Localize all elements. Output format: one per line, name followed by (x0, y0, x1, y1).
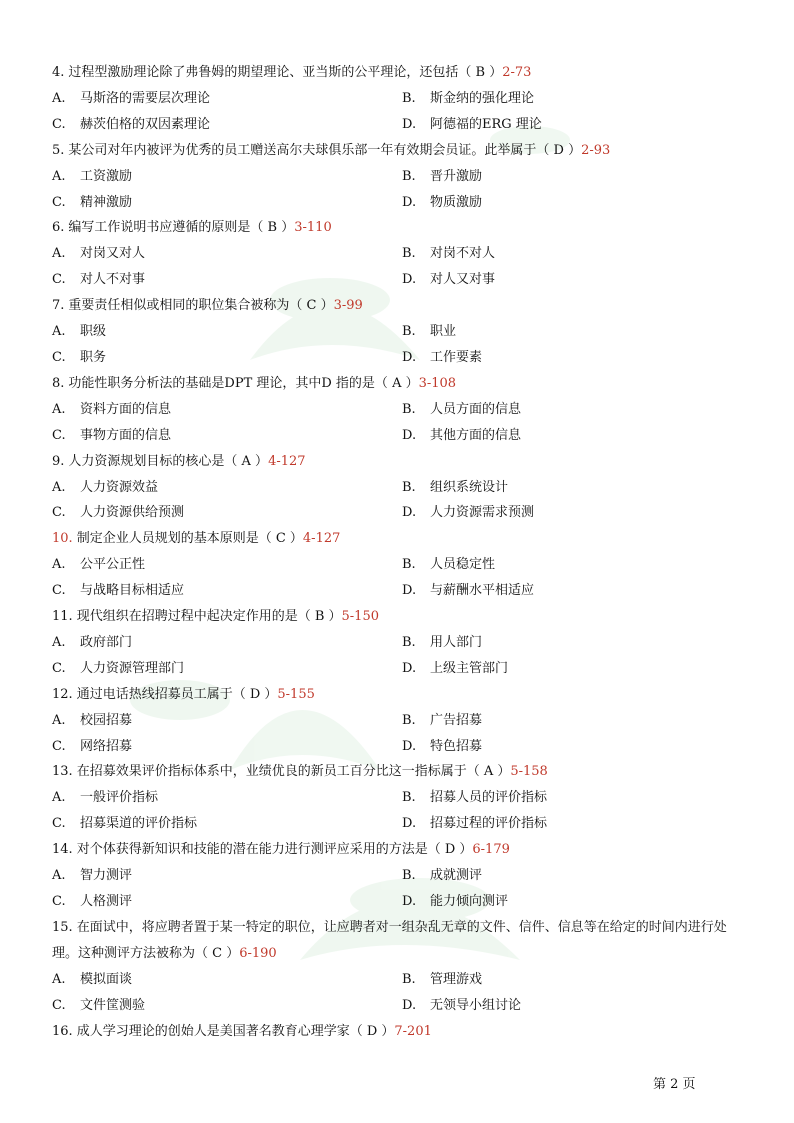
question-number: 13. (52, 764, 73, 780)
option-letter: B. (402, 790, 416, 806)
option-letter: A. (52, 971, 66, 987)
option-grid (52, 475, 752, 527)
option-text: 文件筐测验 (80, 997, 146, 1013)
answer-option (52, 889, 402, 915)
answer-option (402, 734, 752, 760)
answer-option (402, 345, 752, 371)
answer-option (52, 656, 402, 682)
option-text: 组织系统设计 (430, 479, 509, 495)
option-text: 人员方面的信息 (430, 401, 522, 417)
question-text: 制定企业人员规划的基本原则是（ C ） (76, 531, 303, 547)
option-letter: D. (402, 349, 417, 365)
option-letter: B. (402, 90, 416, 106)
answer-option (402, 993, 752, 1019)
option-letter: A. (52, 790, 66, 806)
option-letter: D. (402, 660, 417, 676)
answer-option (402, 164, 752, 190)
option-letter: C. (52, 349, 66, 365)
question-stem (52, 449, 752, 475)
question-text: 现代组织在招聘过程中起决定作用的是（ B ） (76, 609, 342, 625)
page-number: 第 2 页 (653, 1077, 696, 1092)
answer-option (52, 397, 402, 423)
page-reference: 3-108 (418, 375, 457, 391)
option-letter: B. (402, 479, 416, 495)
page-reference: 6-190 (239, 945, 277, 961)
answer-option (402, 241, 752, 267)
answer-option (52, 993, 402, 1019)
option-text: 晋升激励 (430, 168, 483, 184)
question-stem (52, 526, 752, 552)
option-text: 网络招募 (80, 738, 133, 754)
answer-option (52, 112, 402, 138)
question-number: 12. (52, 686, 73, 702)
answer-option (52, 267, 402, 293)
option-text: 职级 (80, 324, 107, 340)
option-letter: D. (402, 894, 417, 909)
answer-option (52, 863, 402, 889)
option-letter: D. (402, 583, 417, 599)
option-text: 人力资源管理部门 (80, 660, 185, 676)
answer-option (402, 552, 752, 578)
option-grid (52, 164, 752, 216)
option-text: 与薪酬水平相适应 (430, 583, 535, 599)
option-letter: A. (52, 246, 66, 262)
question-number: 14. (52, 842, 73, 858)
option-text: 对人不对事 (80, 272, 146, 288)
option-letter: B. (402, 971, 416, 987)
question-text: 在面试中，将应聘者置于某一特定的职位，让应聘者对一组杂乱无章的文件、信件、信息等在给定的时间内进行处理。这种测评方法被称为（ C ） (52, 919, 727, 961)
option-text: 对岗不对人 (430, 246, 496, 262)
option-letter: B. (402, 401, 416, 417)
question-text: 对个体获得新知识和技能的潜在能力进行测评应采用的方法是（ D ） (76, 842, 473, 858)
question-number: 7. (52, 298, 65, 314)
question-number: 10. (52, 531, 73, 547)
option-letter: C. (52, 816, 66, 832)
question-stem (52, 138, 752, 164)
answer-option (402, 267, 752, 293)
option-text: 其他方面的信息 (430, 427, 522, 443)
option-letter: B. (402, 246, 416, 262)
option-text: 对人又对事 (430, 272, 496, 288)
answer-option (52, 500, 402, 526)
question-text: 重要责任相似或相同的职位集合被称为（ C ） (68, 298, 334, 314)
option-text: 职务 (80, 349, 107, 365)
question-number: 9. (52, 453, 65, 469)
answer-option (402, 708, 752, 734)
option-letter: A. (52, 479, 66, 495)
answer-option (52, 811, 402, 837)
option-text: 人格测评 (80, 894, 133, 909)
question-stem (52, 604, 752, 630)
page-reference: 3-110 (294, 220, 332, 236)
answer-option (402, 811, 752, 837)
option-text: 资料方面的信息 (80, 401, 172, 417)
option-letter: D. (402, 997, 417, 1013)
answer-option (52, 552, 402, 578)
option-text: 人员稳定性 (430, 557, 496, 573)
option-letter: D. (402, 427, 417, 443)
answer-option (402, 190, 752, 216)
option-text: 职业 (430, 324, 457, 340)
option-letter: A. (52, 868, 66, 884)
option-letter: C. (52, 583, 66, 599)
question-number: 5. (52, 142, 65, 158)
option-letter: A. (52, 168, 66, 184)
option-letter: C. (52, 116, 66, 132)
option-letter: B. (402, 712, 416, 728)
option-text: 特色招募 (430, 738, 483, 754)
option-letter: A. (52, 90, 66, 106)
answer-option (402, 475, 752, 501)
question-text: 过程型激励理论除了弗鲁姆的期望理论、亚当斯的公平理论，还包括（ B ） (68, 65, 503, 80)
answer-option (52, 708, 402, 734)
answer-option (402, 863, 752, 889)
answer-option (52, 190, 402, 216)
option-text: 无领导小组讨论 (430, 997, 522, 1013)
answer-option (52, 86, 402, 112)
answer-option (52, 967, 402, 993)
answer-option (402, 423, 752, 449)
option-grid (52, 86, 752, 138)
option-letter: D. (402, 116, 417, 132)
question-number: 4. (52, 65, 65, 80)
option-text: 斯金纳的强化理论 (430, 90, 535, 106)
option-letter: C. (52, 194, 66, 210)
option-letter: C. (52, 505, 66, 521)
answer-option (52, 319, 402, 345)
option-text: 公平公正性 (80, 557, 146, 573)
option-text: 人力资源供给预测 (80, 505, 185, 521)
option-grid (52, 863, 752, 915)
page-reference: 2-93 (581, 142, 611, 158)
option-letter: C. (52, 997, 66, 1013)
option-text: 事物方面的信息 (80, 427, 172, 443)
page-reference: 2-73 (502, 65, 532, 80)
page-reference: 4-127 (268, 453, 306, 469)
option-letter: A. (52, 324, 66, 340)
page-reference: 6-179 (472, 842, 510, 858)
question-text: 某公司对年内被评为优秀的员工赠送高尔夫球俱乐部一年有效期会员证。此举属于（ D ） (68, 142, 582, 158)
answer-option (52, 578, 402, 604)
option-letter: D. (402, 272, 417, 288)
question-list (52, 60, 752, 1044)
option-text: 对岗又对人 (80, 246, 146, 262)
option-letter: B. (402, 868, 416, 884)
answer-option (402, 500, 752, 526)
option-letter: D. (402, 816, 417, 832)
option-text: 一般评价指标 (80, 790, 159, 806)
option-letter: C. (52, 894, 66, 909)
question-stem (52, 371, 752, 397)
option-letter: C. (52, 272, 66, 288)
option-letter: D. (402, 505, 417, 521)
answer-option (402, 397, 752, 423)
page-reference: 5-150 (341, 609, 379, 625)
option-grid (52, 785, 752, 837)
answer-option (52, 345, 402, 371)
option-letter: B. (402, 168, 416, 184)
option-grid (52, 552, 752, 604)
page-reference: 4-127 (302, 531, 341, 547)
option-letter: B. (402, 557, 416, 573)
answer-option (402, 578, 752, 604)
option-letter: C. (52, 738, 66, 754)
option-text: 招募渠道的评价指标 (80, 816, 198, 832)
question-stem (52, 293, 752, 319)
page-reference: 3-99 (333, 298, 363, 314)
option-text: 智力测评 (80, 868, 133, 884)
option-text: 模拟面谈 (80, 971, 133, 987)
answer-option (402, 785, 752, 811)
answer-option (402, 630, 752, 656)
question-stem (52, 1019, 752, 1045)
option-text: 能力倾向测评 (430, 894, 509, 909)
page-reference: 5-158 (510, 764, 548, 780)
answer-option (52, 630, 402, 656)
question-stem (52, 837, 752, 863)
option-text: 成就测评 (430, 868, 483, 884)
option-letter: C. (52, 427, 66, 443)
question-number: 8. (52, 375, 65, 391)
option-text: 工资激励 (80, 168, 133, 184)
option-letter: D. (402, 738, 417, 754)
answer-option (52, 785, 402, 811)
option-text: 赫茨伯格的双因素理论 (80, 116, 211, 132)
option-letter: A. (52, 634, 66, 650)
option-text: 人力资源需求预测 (430, 505, 535, 521)
answer-option (402, 86, 752, 112)
question-stem (52, 759, 752, 785)
option-text: 人力资源效益 (80, 479, 159, 495)
question-text: 成人学习理论的创始人是美国著名教育心理学家（ D ） (76, 1023, 395, 1039)
option-text: 上级主管部门 (430, 660, 509, 676)
option-grid (52, 630, 752, 682)
option-text: 政府部门 (80, 634, 133, 650)
question-stem (52, 682, 752, 708)
option-letter: B. (402, 324, 416, 340)
answer-option (402, 319, 752, 345)
option-text: 精神激励 (80, 194, 133, 210)
answer-option (52, 423, 402, 449)
page-reference: 7-201 (394, 1023, 432, 1039)
option-grid (52, 967, 752, 1019)
question-stem (52, 915, 752, 967)
question-text: 通过电话热线招募员工属于（ D ） (76, 686, 278, 702)
answer-option (402, 112, 752, 138)
option-text: 物质激励 (430, 194, 483, 210)
question-number: 11. (52, 609, 73, 625)
answer-option (52, 475, 402, 501)
answer-option (52, 164, 402, 190)
option-letter: B. (402, 634, 416, 650)
page-reference: 5-155 (277, 686, 315, 702)
answer-option (402, 889, 752, 915)
option-text: 阿德福的ERG 理论 (430, 116, 542, 132)
question-text: 人力资源规划目标的核心是（ A ） (68, 453, 269, 469)
option-text: 招募人员的评价指标 (430, 790, 548, 806)
option-text: 用人部门 (430, 634, 483, 650)
option-grid (52, 708, 752, 760)
question-number: 6. (52, 220, 65, 236)
option-text: 管理游戏 (430, 971, 483, 987)
question-number: 15. (52, 919, 73, 935)
option-text: 马斯洛的需要层次理论 (80, 90, 211, 106)
option-grid (52, 397, 752, 449)
option-letter: A. (52, 712, 66, 728)
question-stem (52, 60, 752, 86)
option-text: 广告招募 (430, 712, 483, 728)
option-text: 校园招募 (80, 712, 133, 728)
answer-option (402, 656, 752, 682)
option-letter: C. (52, 660, 66, 676)
option-text: 与战略目标相适应 (80, 583, 185, 599)
question-text: 编写工作说明书应遵循的原则是（ B ） (68, 220, 295, 236)
answer-option (402, 967, 752, 993)
option-letter: A. (52, 401, 66, 417)
option-letter: D. (402, 194, 417, 210)
answer-option (52, 241, 402, 267)
option-text: 工作要素 (430, 349, 483, 365)
option-text: 招募过程的评价指标 (430, 816, 548, 832)
question-stem (52, 215, 752, 241)
question-number: 16. (52, 1023, 73, 1039)
answer-option (52, 734, 402, 760)
question-text: 功能性职务分析法的基础是DPT 理论，其中D 指的是（ A ） (68, 375, 419, 391)
option-grid (52, 319, 752, 371)
option-letter: A. (52, 557, 66, 573)
option-grid (52, 241, 752, 293)
question-text: 在招募效果评价指标体系中，业绩优良的新员工百分比这一指标属于（ A ） (76, 764, 511, 780)
